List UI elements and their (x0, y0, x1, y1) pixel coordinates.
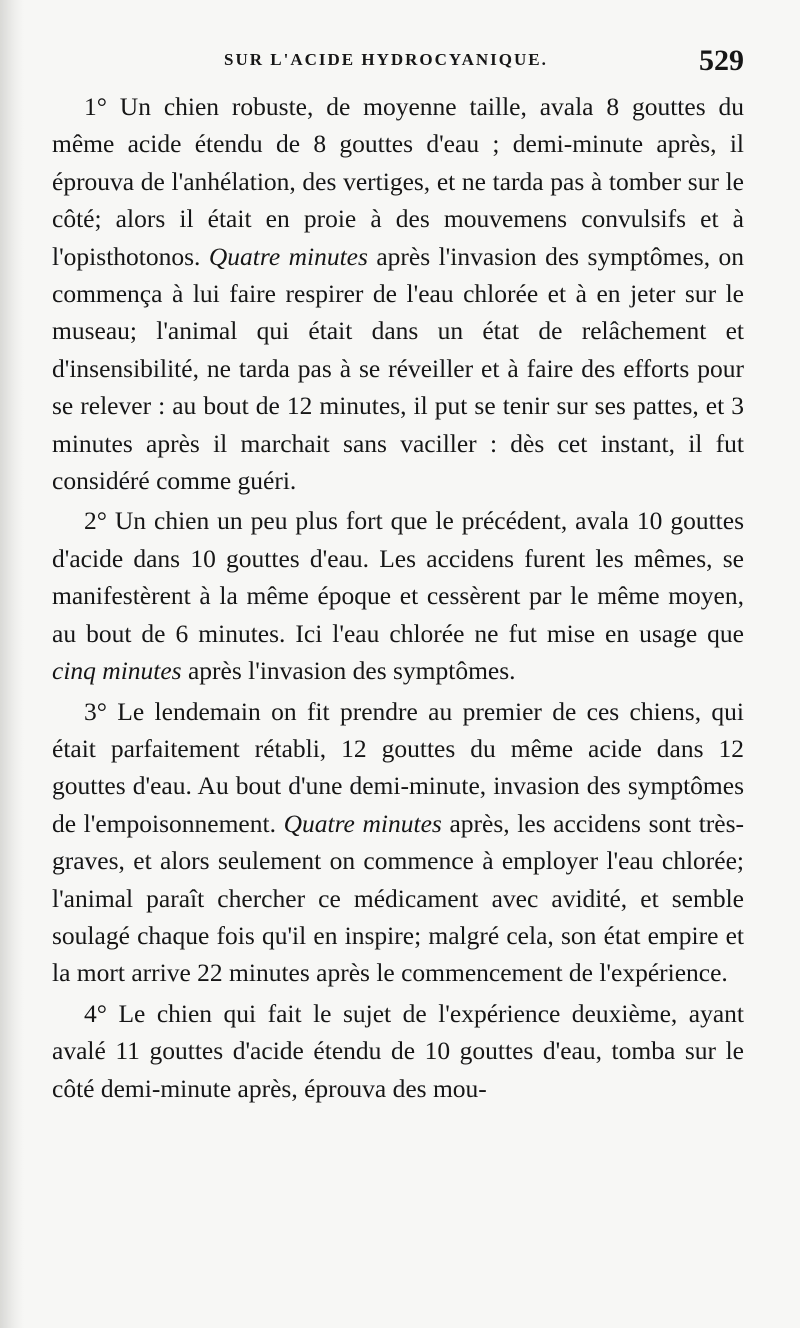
paragraph-experiment-3 (52, 693, 744, 992)
paragraph-text: 2° Un chien un peu plus fort que le précédent, avala 10 gouttes d'acide dans 10 gouttes d'eau. Les accidens furent les mêmes, se manifestèrent à la même époque et cessèrent par le même moyen, au bout de 6 minutes. Ici l'eau chlorée ne fut mise en usage que (52, 506, 744, 648)
paragraph-emphasis: Quatre minutes (208, 241, 368, 271)
page-gutter-shadow (0, 0, 24, 1328)
paragraph-text-continued: après l'invasion des symptômes. (181, 656, 516, 686)
paragraph-experiment-2 (52, 502, 744, 689)
running-head-title: SUR L'ACIDE HYDROCYANIQUE. (224, 50, 548, 69)
paragraph-text: 1° Un chien robuste, de moyenne taille, avala 8 gouttes du même acide étendu de 8 gouttes d'eau ; demi-minute après, il éprouva de l'anhélation, des vertiges, et ne tarda pas à tomber sur le côté; alors il était en proie à des mouvemens convulsifs et à l'opisthotonos. (52, 92, 744, 271)
paragraph-text: 4° Le chien qui fait le sujet de l'expérience deuxième, ayant avalé 11 gouttes d'acide étendu de 10 gouttes d'eau, tomba sur le côté demi-minute après, éprouva des mou- (52, 998, 744, 1103)
paragraph-emphasis: Quatre minutes (283, 808, 442, 838)
page-number: 529 (699, 44, 744, 77)
paragraph-text: 3° Le lendemain on fit prendre au premier de ces chiens, qui était parfaitement rétabli, 12 gouttes du même acide dans 12 gouttes d'eau. Au bout d'une demi-minute, invasion des symptômes de l'empoisonnement. (52, 696, 744, 838)
running-head (52, 44, 744, 88)
paragraph-text-continued: après, les accidens sont très-graves, et alors seulement on commence à employer l'eau chlorée; l'animal paraît chercher ce médicament avec avidité, et semble soulagé chaque fois qu'il en inspire; malgré cela, son état empire et la mort arrive 22 minutes après le commencement de l'expérience. (52, 808, 745, 988)
page-content (52, 44, 744, 1107)
paragraph-experiment-4 (52, 995, 744, 1107)
paragraph-text-continued: après l'invasion des symptômes, on commença à lui faire respirer de l'eau chlorée et à en jeter sur le museau; l'animal qui était dans un état de relâchement et d'insensibilité, ne tarda pas à se réveiller et à faire des efforts pour se relever : au bout de 12 minutes, il put se tenir sur ses pattes, et 3 minutes après il marchait sans vaciller : dès cet instant, il fut considéré comme guéri. (52, 241, 744, 496)
paragraph-emphasis: cinq minutes (52, 656, 182, 686)
paragraph-experiment-1 (52, 88, 744, 499)
